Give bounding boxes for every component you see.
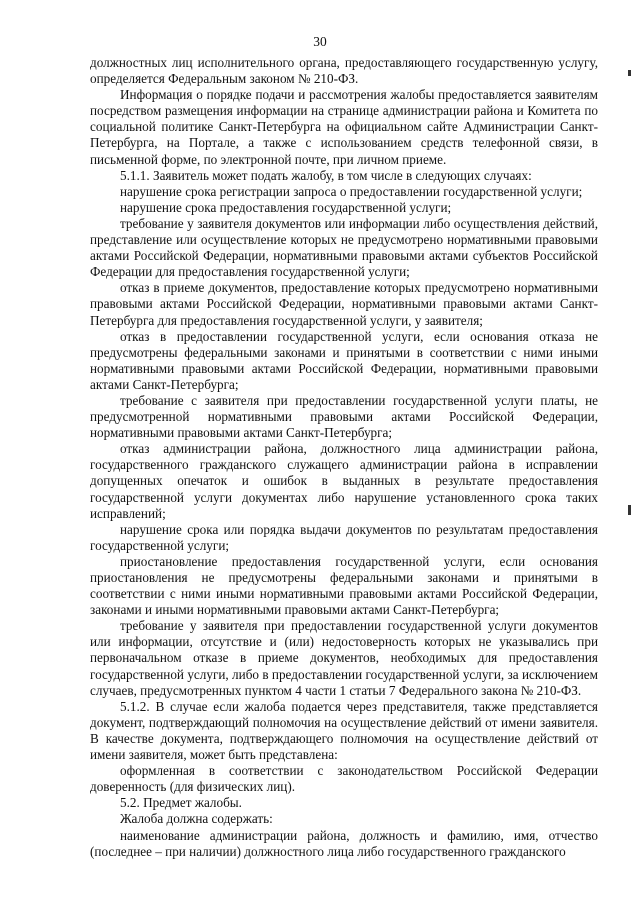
paragraph: отказ в предоставлении государственной услуги, если основания отказа не предусмотрены федеральными законами и принятыми в соответствии с ними иными нормативными правовыми актами Российской Федерации, нормативными правовыми актами Санкт-Петербурга; — [90, 328, 598, 392]
paragraph: наименование администрации района, должность и фамилию, имя, отчество (последнее – при наличии) должностного лица либо государственного гражданского — [90, 827, 598, 859]
paragraph: 5.2. Предмет жалобы. — [120, 795, 242, 811]
paragraph: Информация о порядке подачи и рассмотрения жалобы предоставляется заявителям посредством размещения информации на странице администрации района и Комитета по социальной политике Санкт-Петербурга на официальном сайте Администрации Санкт-Петербурга, на Портале, а также с использованием средств телефонной связи, в письменной форме, по электронной почте, при личном приеме. — [90, 87, 598, 167]
paragraph: Жалоба должна содержать: — [120, 811, 273, 827]
paragraph: 5.1.1. Заявитель может подать жалобу, в том числе в следующих случаях: — [120, 167, 532, 183]
paragraph: нарушение срока регистрации запроса о предоставлении государственной услуги; — [120, 183, 583, 199]
page-number: 30 — [313, 34, 327, 49]
paragraph: нарушение срока или порядка выдачи документов по результатам предоставления государственной услуги; — [90, 521, 598, 553]
paragraph: отказ в приеме документов, предоставление которых предусмотрено нормативными правовыми актами Российской Федерации, нормативными правовыми актами Санкт-Петербурга для предоставления государственной услуги, у заявителя; — [90, 280, 598, 328]
document-body — [90, 55, 598, 860]
paragraph: 5.1.2. В случае если жалоба подается через представителя, также представляется документ, подтверждающий полномочия на осуществление действий от имени заявителя. В качестве документа, подтверждающего полномочия на осуществление действий от имени заявителя, может быть представлена: — [90, 698, 598, 763]
paragraph: требование с заявителя при предоставлении государственной услуги платы, не предусмотренной нормативными правовыми актами Российской Федерации, нормативными правовыми актами Санкт-Петербурга; — [90, 392, 598, 441]
paragraph: оформленная в соответствии с законодательством Российской Федерации доверенность (для физических лиц). — [90, 763, 598, 795]
paragraph: нарушение срока предоставления государственной услуги; — [120, 199, 452, 215]
paragraph: требование у заявителя при предоставлении государственной услуги документов или информации, отсутствие и (или) недостоверность которых не указывались при первоначальном отказе в приеме документов, необходимых для предоставления государственной услуги, либо в предоставлении государственной услуги, за исключением случаев, предусмотренных пунктом 4 части 1 статьи 7 Федерального закона № 210-ФЗ. — [90, 618, 598, 698]
paragraph: отказ администрации района, должностного лица администрации района, государственного гражданского служащего администрации района в исправлении допущенных опечаток и ошибок в выданных в результате предоставления государственной услуги документах либо нарушение установленного срока таких исправлений; — [90, 441, 598, 521]
scan-edge-mark — [628, 505, 631, 515]
paragraph: приостановление предоставления государственной услуги, если основания приостановления не предусмотрены федеральными законами и принятыми в соответствии с ними иными нормативными правовыми актами Российской Федерации, законами и иными нормативными правовыми актами Санкт-Петербурга; — [90, 553, 598, 618]
paragraph: должностных лиц исполнительного органа, предоставляющего государственную услугу, определяется Федеральным законом № 210-ФЗ. — [90, 55, 598, 87]
scan-edge-mark — [628, 70, 631, 76]
paragraph: требование у заявителя документов или информации либо осуществления действий, представление или осуществление которых не предусмотрено нормативными правовыми актами Российской Федерации, нормативными правовыми актами субъектов Российской Федерации для предоставления государственной услуги; — [90, 215, 598, 280]
